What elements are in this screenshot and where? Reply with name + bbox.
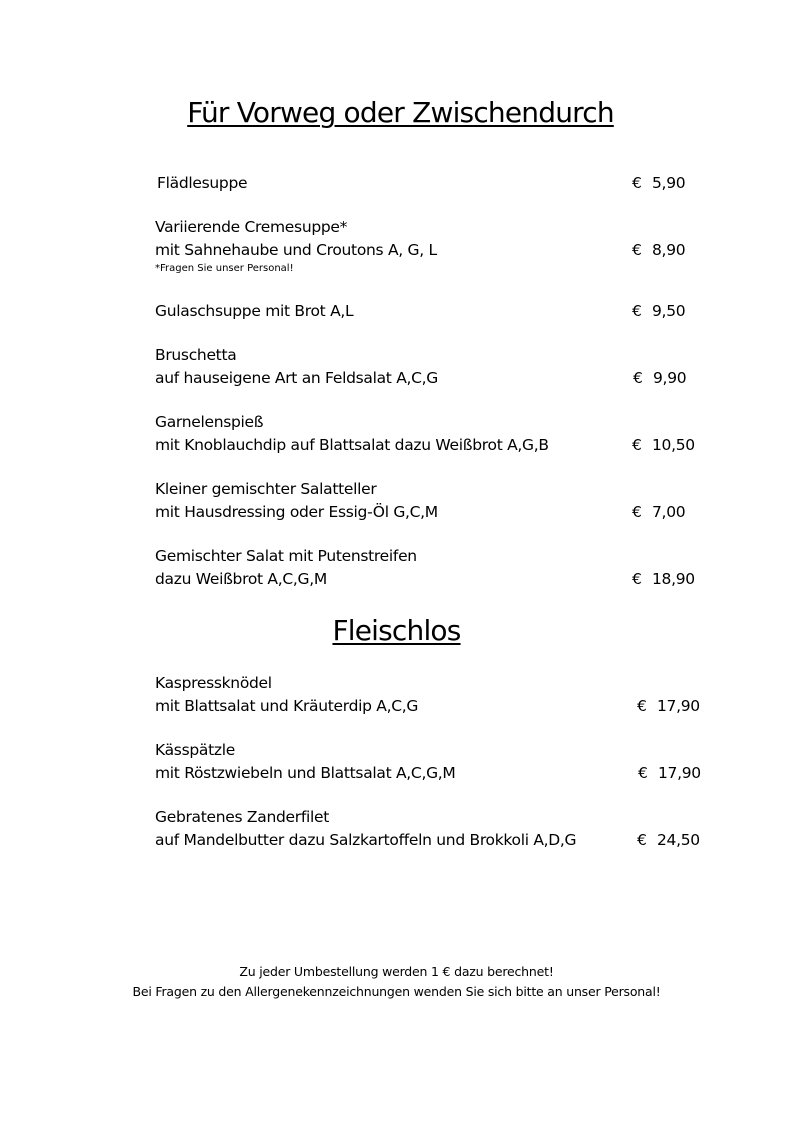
item-note: *Fragen Sie unser Personal! xyxy=(155,263,294,274)
currency-symbol: € xyxy=(632,503,642,521)
item-description: mit Hausdressing oder Essig-Öl G,C,M xyxy=(155,503,438,521)
item-name: Gulaschsuppe mit Brot A,L xyxy=(155,302,354,320)
item-description: mit Sahnehaube und Croutons A, G, L xyxy=(155,241,437,259)
price-value: 9,90 xyxy=(653,369,687,387)
menu-item-kaesspaetzle xyxy=(155,739,715,785)
currency-symbol: € xyxy=(632,570,642,588)
item-price xyxy=(633,367,686,390)
item-description: mit Knoblauchdip auf Blattsalat dazu Weißbrot A,G,B xyxy=(155,436,549,454)
price-value: 24,50 xyxy=(657,831,700,849)
item-description: mit Röstzwiebeln und Blattsalat A,C,G,M xyxy=(155,764,456,782)
footer-line-rebooking: Zu jeder Umbestellung werden 1 € dazu berechnet! xyxy=(239,964,554,979)
item-name: Variierende Cremesuppe* xyxy=(155,218,348,236)
item-price xyxy=(637,695,700,718)
menu-item-kaspressknoedel xyxy=(155,672,715,718)
item-description: mit Blattsalat und Kräuterdip A,C,G xyxy=(155,697,419,715)
menu-item-garnelenspiess xyxy=(155,411,715,457)
item-name: Gemischter Salat mit Putenstreifen xyxy=(155,547,417,565)
item-name: Kleiner gemischter Salatteller xyxy=(155,480,377,498)
footer-notes xyxy=(0,962,793,1002)
menu-item-cremesuppe xyxy=(155,216,715,275)
menu-item-salatteller xyxy=(155,478,715,524)
currency-symbol: € xyxy=(632,241,642,259)
currency-symbol: € xyxy=(637,697,647,715)
price-value: 10,50 xyxy=(652,436,695,454)
item-description: auf hauseigene Art an Feldsalat A,C,G xyxy=(155,369,438,387)
item-price xyxy=(632,300,685,323)
price-value: 8,90 xyxy=(652,241,686,259)
price-value: 17,90 xyxy=(658,764,701,782)
currency-symbol: € xyxy=(632,302,642,320)
item-price xyxy=(632,239,685,262)
item-description: dazu Weißbrot A,C,G,M xyxy=(155,570,327,588)
currency-symbol: € xyxy=(633,369,643,387)
item-name: Kaspressknödel xyxy=(155,674,272,692)
price-value: 5,90 xyxy=(652,174,686,192)
item-price xyxy=(637,829,700,852)
item-name: Garnelenspieß xyxy=(155,413,264,431)
item-description: auf Mandelbutter dazu Salzkartoffeln und Brokkoli A,D,G xyxy=(155,831,577,849)
currency-symbol: € xyxy=(637,831,647,849)
section-title-vegetarian: Fleischlos xyxy=(332,614,461,647)
price-value: 7,00 xyxy=(652,503,686,521)
currency-symbol: € xyxy=(638,764,648,782)
item-name: Gebratenes Zanderfilet xyxy=(155,808,330,826)
menu-item-gulaschsuppe xyxy=(155,300,715,323)
menu-item-putensalat xyxy=(155,545,715,591)
menu-item-bruschetta xyxy=(155,344,715,390)
item-name: Kässpätzle xyxy=(155,741,235,759)
currency-symbol: € xyxy=(632,174,642,192)
item-price xyxy=(632,172,685,195)
item-price xyxy=(632,501,685,524)
item-price xyxy=(632,434,695,457)
footer-line-allergens: Bei Fragen zu den Allergenekennzeichnungen wenden Sie sich bitte an unser Personal! xyxy=(132,984,661,999)
menu-item-zanderfilet xyxy=(155,806,715,852)
price-value: 18,90 xyxy=(652,570,695,588)
item-name: Flädlesuppe xyxy=(157,174,248,192)
item-price xyxy=(638,762,701,785)
currency-symbol: € xyxy=(632,436,642,454)
item-price xyxy=(632,568,695,591)
item-name: Bruschetta xyxy=(155,346,237,364)
price-value: 17,90 xyxy=(657,697,700,715)
price-value: 9,50 xyxy=(652,302,686,320)
section-title-starters: Für Vorweg oder Zwischendurch xyxy=(187,96,614,129)
